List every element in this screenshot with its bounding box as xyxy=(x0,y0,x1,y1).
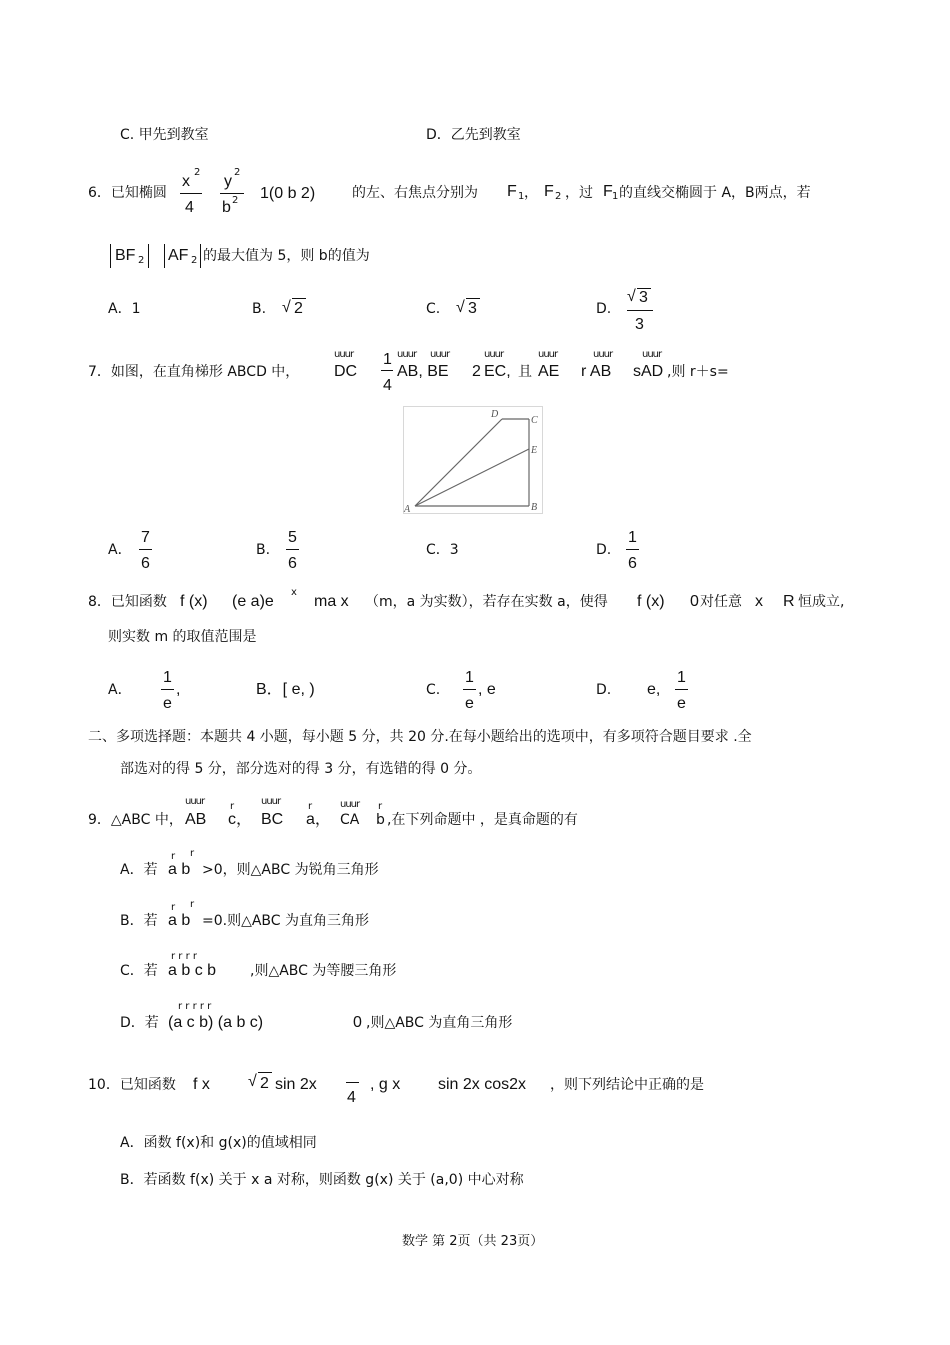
q6-b: b xyxy=(222,199,231,216)
vector-arrow-mark: uuur xyxy=(593,349,613,360)
vector-arrow-mark: uuur xyxy=(334,349,354,360)
q8-rest: ma x xyxy=(314,593,349,610)
q10-radicand: 2 xyxy=(260,1075,269,1092)
q8-option-b: B．[ e, ) xyxy=(256,681,315,698)
q8-text5: 则实数 m 的取值范围是 xyxy=(108,629,257,645)
q6-F1-sub: 1 xyxy=(518,191,525,202)
q10-option-a: A．函数 f(x)和 g(x)的值域相同 xyxy=(120,1135,317,1151)
q5-option-d: D．乙先到教室 xyxy=(426,127,521,143)
q6-F2-sub: 2 xyxy=(555,191,562,202)
q7-AB-BE: AB, BE xyxy=(397,363,449,380)
q8-fx: f (x) xyxy=(180,593,208,610)
q9-option-d-tail: ,则△ABC 为直角三角形 xyxy=(366,1015,513,1031)
q9-CA: CA xyxy=(340,812,360,828)
q10-sin: sin 2x xyxy=(275,1076,317,1093)
q8-sup-x: x xyxy=(291,587,297,598)
q6-F1b-sub: 1 xyxy=(612,191,619,202)
q6-F1b: F xyxy=(603,183,613,200)
q6-option-d-den: 3 xyxy=(635,316,644,333)
q8-option-d-den: e xyxy=(677,695,686,712)
q6-option-d-radicand: 3 xyxy=(639,289,648,306)
sqrt-icon: √ xyxy=(248,1073,257,1090)
q6-option-d-label: D. xyxy=(596,301,612,317)
q6-text2: ，过 xyxy=(565,185,593,201)
vector-arrow-mark: uuur xyxy=(430,349,450,360)
q10-g: , g x xyxy=(370,1076,401,1093)
q8-option-d-label: D. xyxy=(596,682,612,698)
q6-y-sup: 2 xyxy=(234,167,241,178)
q6-option-c-label: C. xyxy=(426,301,441,317)
figure-label-D: D xyxy=(491,409,499,420)
q8-option-d-num: 1 xyxy=(677,669,686,686)
q10-option-b: B．若函数 f(x) 关于 x a 对称，则函数 g(x) 关于 (a,0) 中心对称 xyxy=(120,1172,524,1188)
q9-text2: ,在下列命题中 ，是真命题的有 xyxy=(387,812,578,828)
q7-coef-2: 2 xyxy=(472,363,481,380)
q7-option-a-den: 6 xyxy=(141,555,150,572)
q8-option-a-tail: , xyxy=(176,681,181,698)
q9-a: a， xyxy=(306,811,331,828)
q10-frac-den: 4 xyxy=(347,1089,356,1106)
q9-AB: AB xyxy=(185,811,207,828)
q8-text3: 对任意 xyxy=(700,594,742,610)
figure-label-E: E xyxy=(531,445,538,456)
q8-zero: 0 xyxy=(690,593,699,610)
vector-arrow-mark: uuur xyxy=(397,349,417,360)
q6-y: y xyxy=(224,173,232,190)
q9-BC: BC xyxy=(261,811,284,828)
vector-arrow-mark: uuur xyxy=(484,349,504,360)
q6-text1: 的左、右焦点分别为 xyxy=(352,185,478,201)
q7-qie: 且 xyxy=(518,364,532,380)
q9-option-c-r: r r r r xyxy=(171,951,197,962)
q6-b-sup: 2 xyxy=(232,195,239,206)
vector-arrow-mark: uuur xyxy=(642,349,662,360)
q10-g-expr: sin 2x cos2x xyxy=(438,1076,527,1093)
section-2-line-2: 部选对的得 5 分，部分选对的得 3 分，有选错的得 0 分。 xyxy=(120,761,482,777)
q9-option-c-label: C．若 xyxy=(120,963,158,979)
q9-option-b-tail: =0.则△ABC 为直角三角形 xyxy=(202,913,370,929)
q7-option-b-den: 6 xyxy=(288,555,297,572)
q9-option-a-r1: r xyxy=(171,851,176,862)
q8-text2: （m，a 为实数），若存在实数 a，使得 xyxy=(365,594,608,610)
vector-arrow-mark: uuur xyxy=(340,799,360,810)
q6-BF-sub: 2 xyxy=(138,255,145,266)
vector-arrow-mark: uuur xyxy=(185,796,205,807)
vector-arrow-mark: uuur xyxy=(538,349,558,360)
q9-option-b-label: B．若 xyxy=(120,913,158,929)
vector-arrow-mark: uuur xyxy=(261,796,281,807)
q10-f: f x xyxy=(193,1076,210,1093)
q7-DC: DC xyxy=(334,363,358,380)
q9-option-a-tail: >0，则△ABC 为锐角三角形 xyxy=(202,862,379,878)
page-footer: 数学 第 2页（共 23页） xyxy=(402,1234,544,1249)
q9-option-b-r1: r xyxy=(171,902,176,913)
q7-text2: ,则 r＋s= xyxy=(667,364,729,380)
sqrt-icon: √ xyxy=(456,299,465,316)
q8-R: R xyxy=(783,593,795,610)
q5-option-c: C. 甲先到教室 xyxy=(120,127,209,143)
q9-vec-r-c: r xyxy=(230,801,235,812)
q9-option-d-expr: (a c b) (a b c) xyxy=(168,1014,264,1031)
q8-x: x xyxy=(755,593,763,610)
q7-option-b-label: B. xyxy=(256,542,271,558)
q6-BF: BF xyxy=(115,247,136,264)
q7-frac-num: 1 xyxy=(383,351,392,368)
q6-den-4: 4 xyxy=(185,199,194,216)
q9-option-c-tail: ,则△ABC 为等腰三角形 xyxy=(250,963,397,979)
figure-label-C: C xyxy=(531,415,538,426)
q8-option-c-tail: , e xyxy=(478,681,496,698)
q7-intro: 7．如图，在直角梯形 ABCD 中， xyxy=(88,364,300,380)
q10-intro: 10．已知函数 xyxy=(88,1077,176,1093)
q9-c: c， xyxy=(228,811,253,828)
q8-intro: 8．已知函数 xyxy=(88,594,167,610)
q6-option-a: A．1 xyxy=(108,301,141,317)
q6-option-b-radicand: 2 xyxy=(294,300,303,317)
q6-AF: AF xyxy=(168,247,189,264)
q8-option-c-label: C. xyxy=(426,682,441,698)
section-2-line-1: 二、多项选择题：本题共 4 小题，每小题 5 分，共 20 分.在每小题给出的选项中，有多项符合题目要求 .全 xyxy=(88,729,752,745)
q9-option-d-r: r r r r r xyxy=(178,1001,212,1012)
q9-option-a-label: A．若 xyxy=(120,862,158,878)
q8-fx2: f (x) xyxy=(637,593,665,610)
q7-option-c: C．3 xyxy=(426,542,459,558)
q8-option-d-head: e, xyxy=(647,681,661,698)
q9-option-d-label: D．若 xyxy=(120,1015,159,1031)
q7-rAB: r AB xyxy=(581,363,612,380)
figure-label-B: B xyxy=(531,502,538,513)
q6-text4: 的最大值为 5，则 b的值为 xyxy=(203,248,370,264)
q8-option-a-den: e xyxy=(163,695,172,712)
q6-AF-sub: 2 xyxy=(191,255,198,266)
q7-option-d-label: D. xyxy=(596,542,612,558)
q7-sAD: sAD xyxy=(633,363,664,380)
sqrt-icon: √ xyxy=(627,288,636,305)
q7-frac-den: 4 xyxy=(383,377,392,394)
q6-option-c-radicand: 3 xyxy=(468,300,477,317)
figure-label-A: A xyxy=(404,504,411,514)
q6-F1: F xyxy=(507,183,517,200)
q9-intro: 9．△ABC 中， xyxy=(88,812,183,828)
q6-intro: 6．已知椭圆 xyxy=(88,185,167,201)
q7-option-b-num: 5 xyxy=(288,529,297,546)
q6-option-b-label: B. xyxy=(252,301,267,317)
q7-option-d-den: 6 xyxy=(628,555,637,572)
q8-text4: 恒成立, xyxy=(798,594,845,610)
q6-x-sup: 2 xyxy=(194,167,201,178)
q8-option-a-label: A． xyxy=(108,682,132,698)
q7-AE: AE xyxy=(538,363,560,380)
q9-option-b-r2: r xyxy=(190,899,195,910)
q7-option-d-num: 1 xyxy=(628,529,637,546)
q9-option-d-zero: 0 xyxy=(353,1014,362,1031)
q9-vec-r-b: r xyxy=(378,801,383,812)
q9-option-a-expr: a b xyxy=(168,861,191,878)
q9-option-b-expr: a b xyxy=(168,912,191,929)
q9-b: b xyxy=(376,812,385,828)
q7-option-a-label: A． xyxy=(108,542,132,558)
q7-EC: EC, xyxy=(484,363,511,380)
q8-rhs: (e a)e xyxy=(232,593,274,610)
q6-F2: F xyxy=(544,183,554,200)
trapezoid-figure xyxy=(403,406,543,514)
q9-vec-r-a: r xyxy=(308,801,313,812)
q9-option-a-r2: r xyxy=(190,848,195,859)
q8-option-c-num: 1 xyxy=(465,669,474,686)
q8-option-a-num: 1 xyxy=(163,669,172,686)
q9-option-c-expr: a b c b xyxy=(168,962,217,979)
q7-option-a-num: 7 xyxy=(141,529,150,546)
q10-text2: ，则下列结论中正确的是 xyxy=(550,1077,704,1093)
q6-condition: 1(0 b 2) xyxy=(260,185,316,202)
q6-x: x xyxy=(182,173,190,190)
sqrt-icon: √ xyxy=(282,299,291,316)
q6-text3: 的直线交椭圆于 A，B两点，若 xyxy=(619,185,811,201)
q8-option-c-den: e xyxy=(465,695,474,712)
q6-comma: ， xyxy=(524,185,538,201)
